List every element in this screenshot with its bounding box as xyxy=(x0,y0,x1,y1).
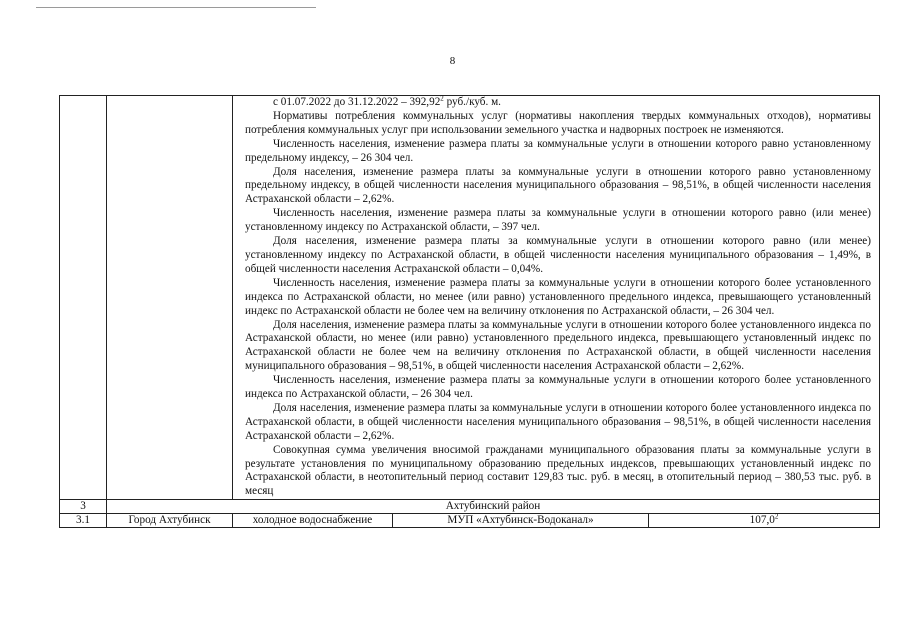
cell-municipality-empty xyxy=(107,96,233,500)
table-row-data xyxy=(60,514,880,528)
page-number: 8 xyxy=(449,55,456,67)
row-municipality: Город Ахтубинск xyxy=(107,514,233,528)
document-table xyxy=(59,95,880,528)
tariff-line: с 01.07.2022 до 31.12.2022 – 392,92$^2$ руб./куб. м. xyxy=(273,94,501,108)
content-cell xyxy=(233,96,880,500)
paragraph-share-above: Доля населения, изменение размера платы за коммунальные услуги в отношении которого более установленного индекса по Астраханской области, в общей численности населения муниципального образования – 98,51%, в общей численности населения Астраханской области – 2,62%. xyxy=(245,401,871,442)
paragraph-share-regional: Доля населения, изменение размера платы за коммунальные услуги в отношении которого равно (или менее) установленному индексу по Астраханской области, в общей численности населения муниципального образования – 1,49%, в общей численности населения Астраханской области – 0,04%. xyxy=(245,235,871,275)
section-title: Ахтубинский район xyxy=(107,500,880,514)
paragraph-population-above: Численность населения, изменение размера платы за коммунальные услуги в отношении которого более установленного индекса по Астраханской области, – 26 304 чел. xyxy=(245,374,871,401)
paragraph-population-regional: Численность населения, изменение размера платы за коммунальные услуги в отношении которого равно (или менее) установленному индексу по Астраханской области, – 397 чел. xyxy=(245,207,871,234)
row-provider: МУП «Ахтубинск-Водоканал» xyxy=(393,514,649,528)
paragraph-population-limit: Численность населения, изменение размера платы за коммунальные услуги в отношении которого равно установленному предельному индексу, – 26 304 чел. xyxy=(245,137,871,164)
table-row-continuation xyxy=(60,96,880,500)
paragraph-share-limit: Доля населения, изменение размера платы за коммунальные услуги в отношении которого равно установленному предельному индексу, в общей численности населения муниципального образования – 98,51%, в общей численности населения Астраханской области – 2,62%. xyxy=(245,165,871,206)
section-number: 3 xyxy=(60,500,107,514)
row-number: 3.1 xyxy=(60,514,107,528)
table-row-section xyxy=(60,500,880,514)
row-service: холодное водоснабжение xyxy=(233,514,393,528)
paragraph-share-between: Доля населения, изменение размера платы за коммунальные услуги в отношении которого более установленного индекса по Астраханской области, но менее (или равно) установленного предельного индекса, превышающего установленный индекс по Астраханской области не более чем на величину отклонения по Астраханской области, в общей численности населения муниципального образования – 98,51%, в общей численности населения Астраханской области – 2,62%. xyxy=(245,318,871,373)
paragraph-population-between: Численность населения, изменение размера платы за коммунальные услуги в отношении которого более установленного индекса по Астраханской области, но менее (или равно) установленного предельного индекса, превышающего установленный индекс по Астраханской области не более чем на величину отклонения по Астраханской области, – 26 304 чел. xyxy=(245,276,871,317)
paragraph-total-sum: Совокупная сумма увеличения вносимой гражданами муниципального образования платы за коммунальные услуги в результате установления по муниципальному образованию предельных индексов, превышающих установленный индекс по Астраханской области, в неотопительный период составит 129,83 тыс. руб. в месяц, в отопительный период – 380,53 тыс. руб. в месяц xyxy=(245,443,871,498)
cell-number-empty xyxy=(60,96,107,500)
row-value: 107,0$^2$ xyxy=(649,514,880,528)
header-rule xyxy=(36,7,316,8)
paragraph-norms: Нормативы потребления коммунальных услуг (нормативы накопления твердых коммунальных отходов), нормативы потребления коммунальных услуг при использовании земельного участка и надворных построек не изменяются. xyxy=(245,109,871,136)
